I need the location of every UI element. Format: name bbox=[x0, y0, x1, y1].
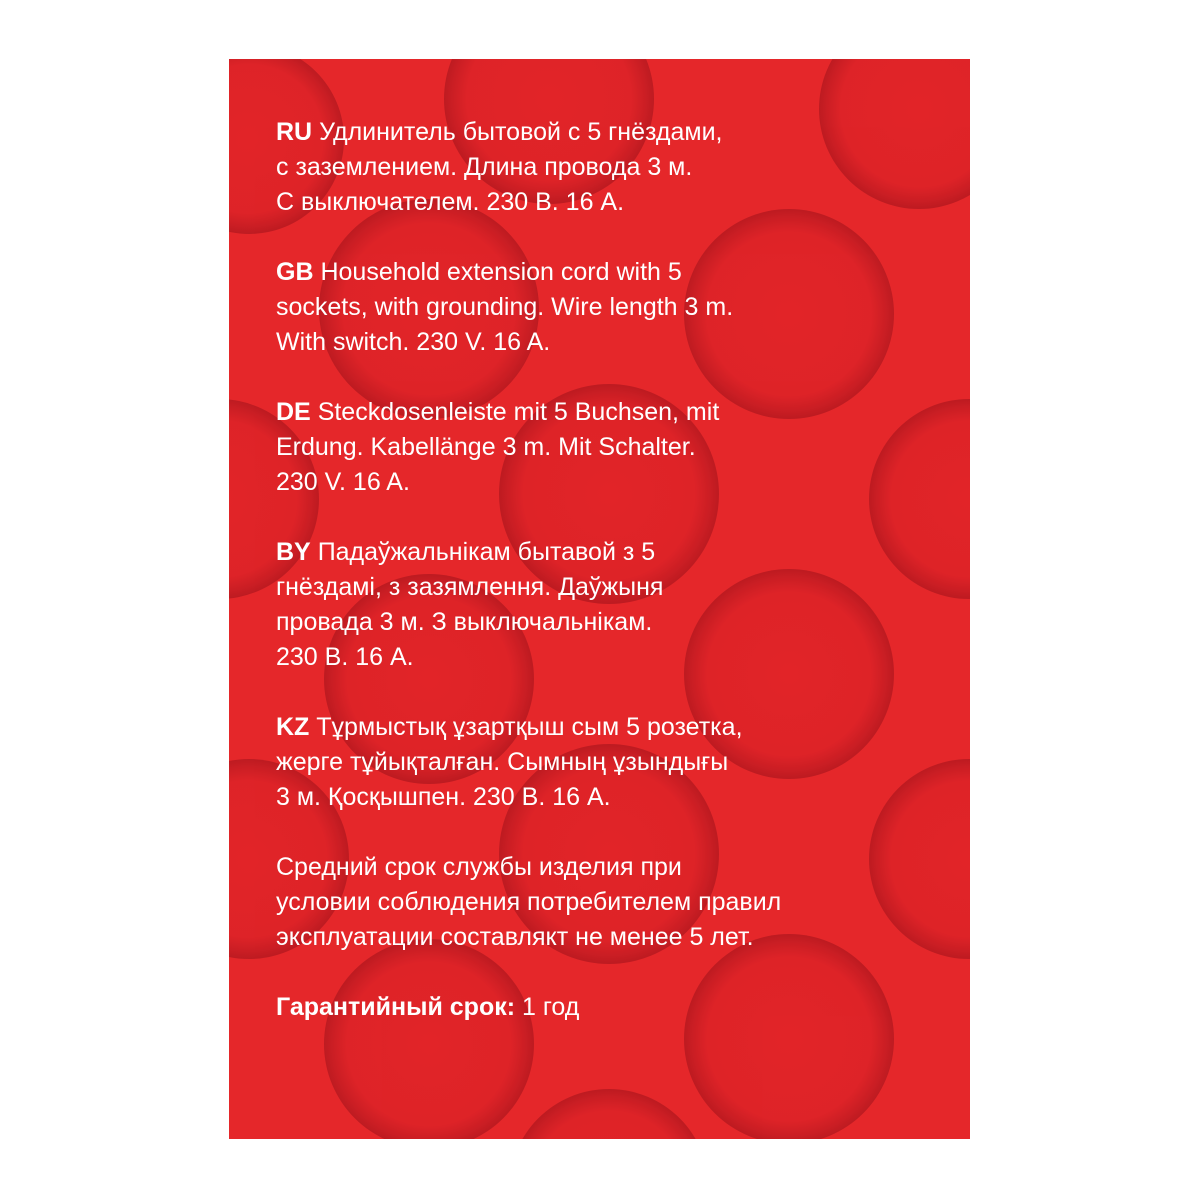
line-text: Падаўжальнікам бытавой з 5 bbox=[317, 538, 656, 566]
line-text: Household extension cord with 5 bbox=[320, 258, 682, 286]
section-line: с заземлением. Длина провода 3 м. bbox=[276, 153, 693, 181]
section-line: С выключателем. 230 В. 16 А. bbox=[276, 188, 625, 216]
section-line bbox=[276, 710, 936, 745]
section-line bbox=[276, 115, 936, 150]
language-code: KZ bbox=[276, 713, 310, 741]
section-line bbox=[276, 255, 936, 290]
warranty-line bbox=[276, 990, 936, 1025]
language-code: GB bbox=[276, 258, 314, 286]
section-by bbox=[276, 535, 936, 675]
section-line: sockets, with grounding. Wire length 3 m. bbox=[276, 293, 734, 321]
language-code: DE bbox=[276, 398, 311, 426]
section-gb bbox=[276, 255, 936, 360]
warranty-value: 1 год bbox=[522, 993, 580, 1021]
line-text: Steckdosenleiste mit 5 Buchsen, mit bbox=[317, 398, 720, 426]
section-line: With switch. 230 V. 16 A. bbox=[276, 328, 551, 356]
line-text: Удлинитель бытовой с 5 гнёздами, bbox=[319, 118, 723, 146]
line-text: Тұрмыстық ұзартқыш сым 5 розетка, bbox=[316, 713, 743, 741]
service-life-line: Средний срок службы изделия при bbox=[276, 853, 682, 881]
description-text bbox=[276, 115, 936, 1060]
section-line bbox=[276, 395, 936, 430]
service-life-line: эксплуатации составлякт не менее 5 лет. bbox=[276, 923, 754, 951]
section-line: 230 V. 16 A. bbox=[276, 468, 410, 496]
service-life-line: условии соблюдения потребителем правил bbox=[276, 888, 782, 916]
section-kz bbox=[276, 710, 936, 815]
warranty-note bbox=[276, 990, 936, 1025]
section-line: провада 3 м. З выключальнікам. bbox=[276, 608, 653, 636]
section-ru bbox=[276, 115, 936, 220]
section-line bbox=[276, 535, 936, 570]
section-line: 230 В. 16 А. bbox=[276, 643, 414, 671]
product-info-card bbox=[229, 59, 970, 1139]
section-de bbox=[276, 395, 936, 500]
warranty-label: Гарантийный срок: bbox=[276, 993, 516, 1021]
section-line: 3 м. Қосқышпен. 230 В. 16 А. bbox=[276, 783, 611, 811]
section-line: Erdung. Kabellänge 3 m. Mit Schalter. bbox=[276, 433, 696, 461]
section-line: жерге тұйықталған. Сымның ұзындығы bbox=[276, 748, 729, 776]
language-code: RU bbox=[276, 118, 313, 146]
service-life-note bbox=[276, 850, 936, 955]
language-code: BY bbox=[276, 538, 311, 566]
section-line: гнёздамі, з зазямлення. Даўжыня bbox=[276, 573, 664, 601]
